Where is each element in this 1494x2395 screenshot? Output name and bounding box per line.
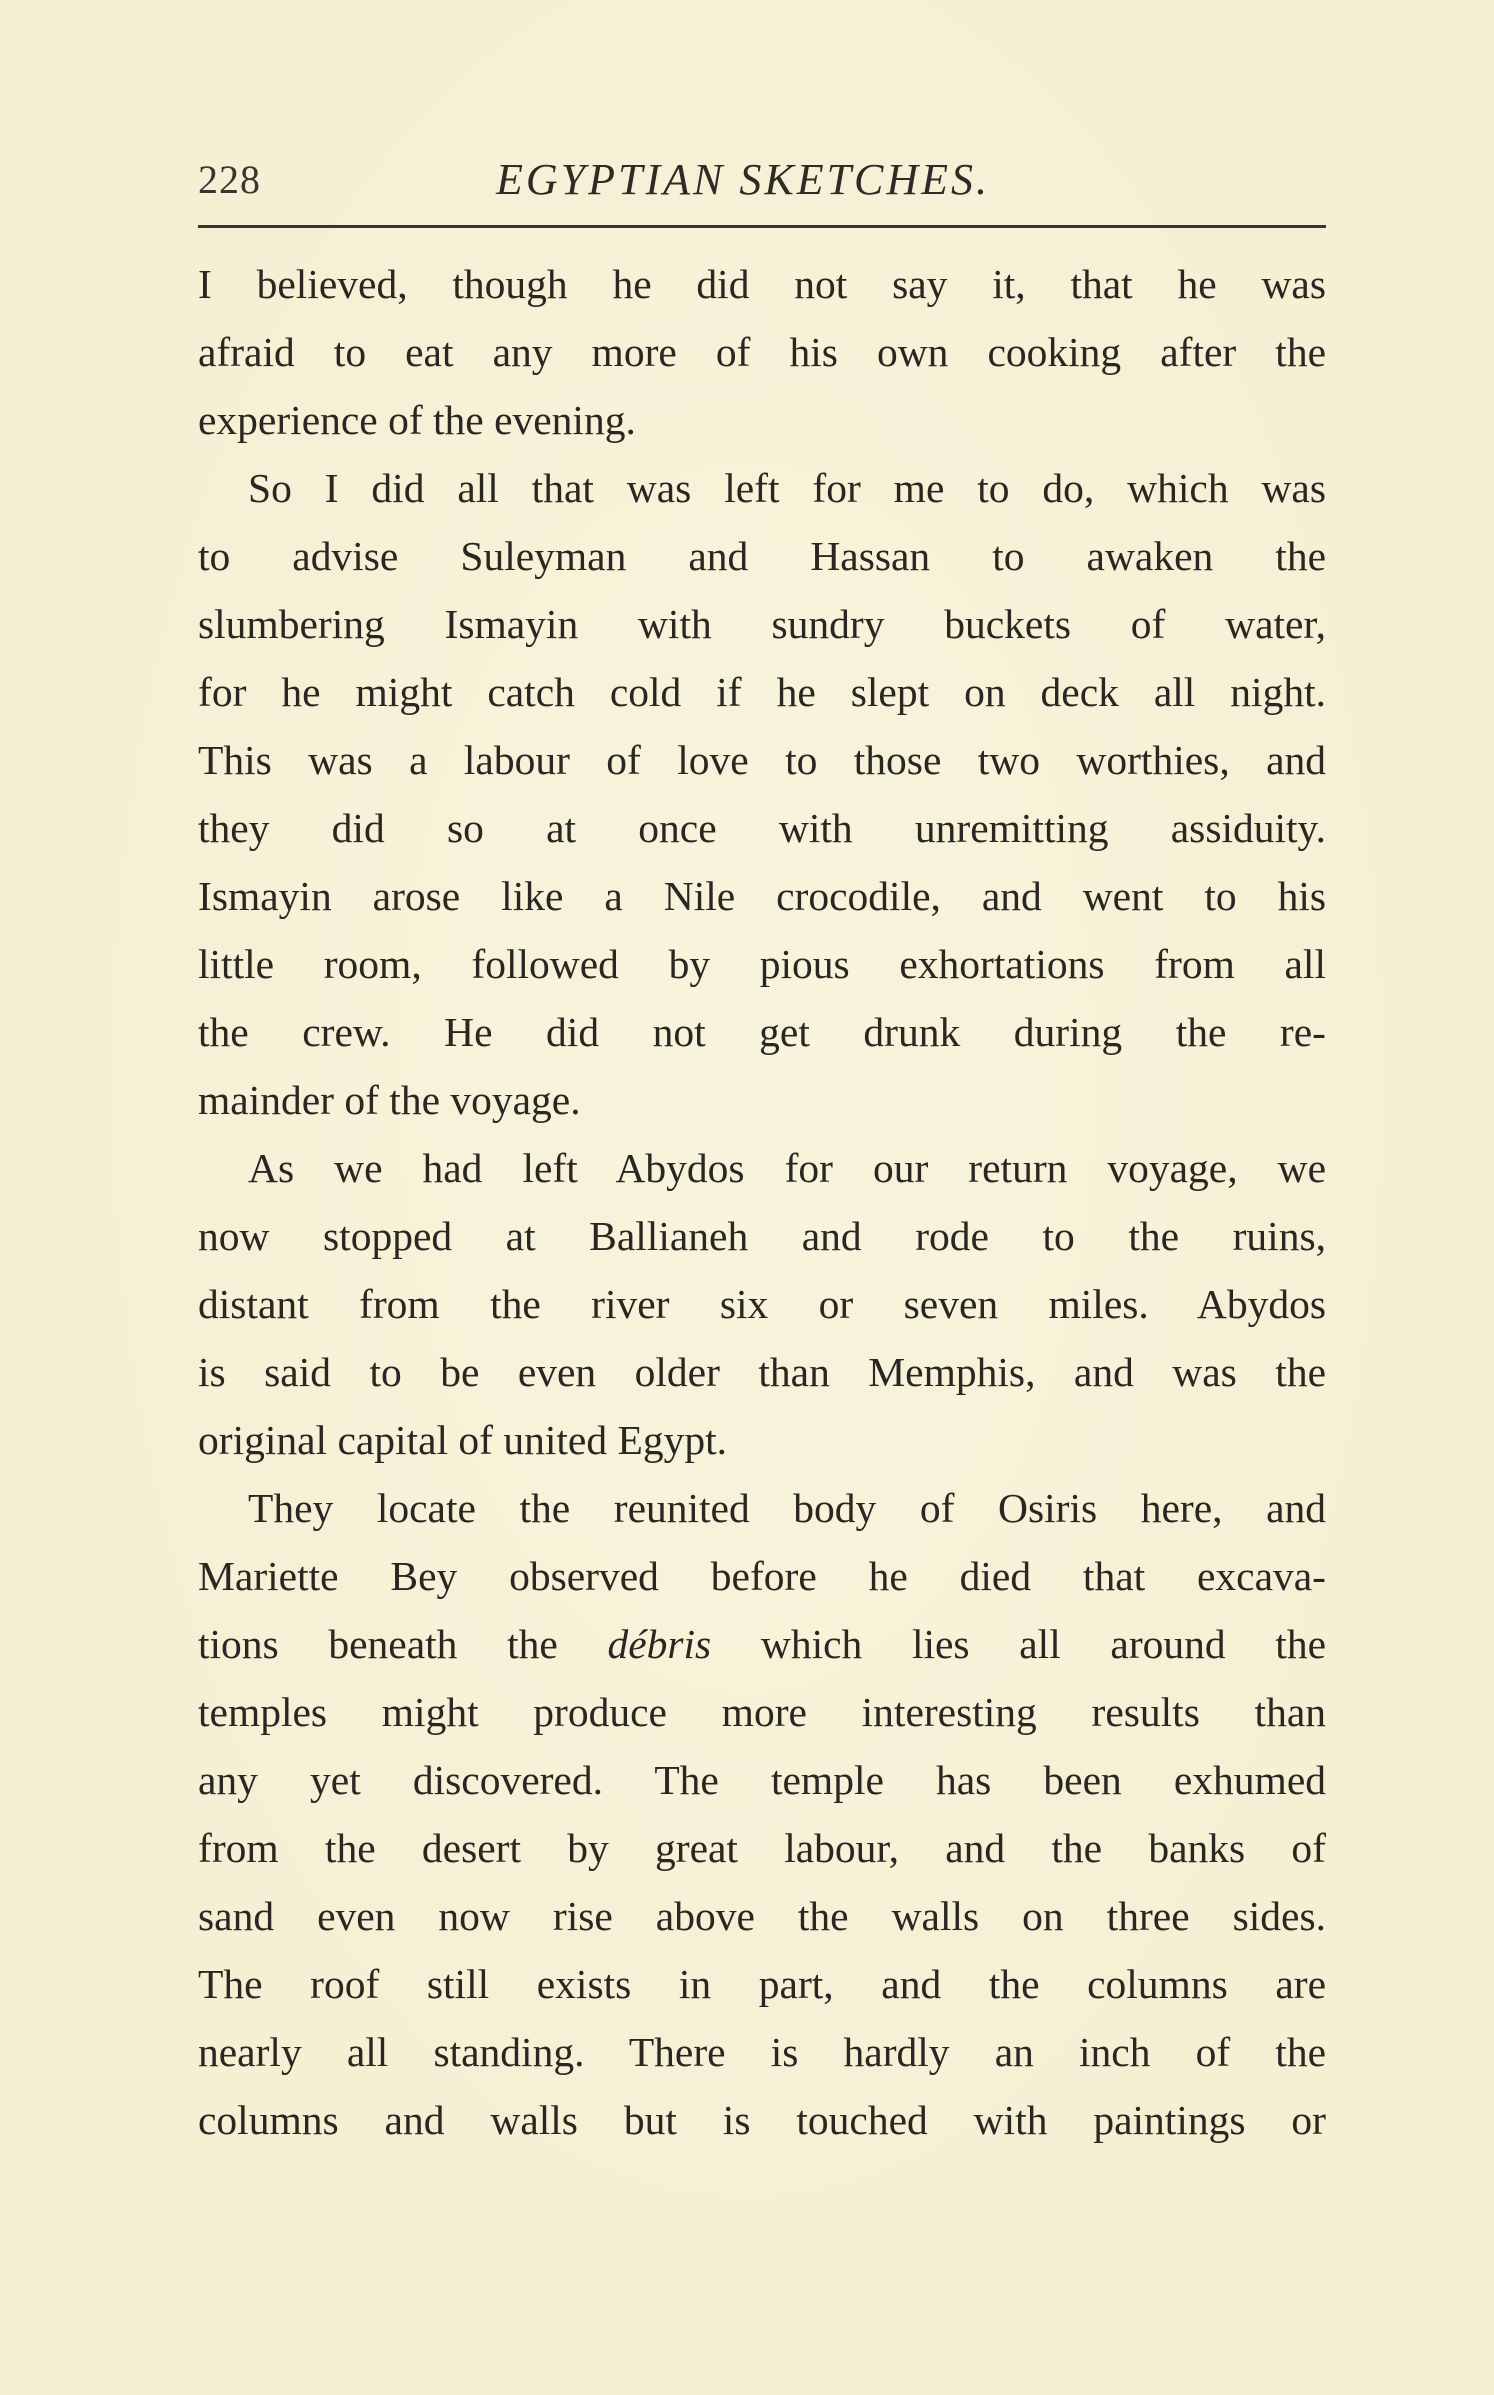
text-line: mainder of the voyage. — [198, 1077, 581, 1123]
text-line: now stopped at Ballianeh and rode to the ruins, — [198, 1213, 1326, 1259]
text-line: tions beneath the débris which lies all around the — [198, 1621, 1326, 1667]
running-head — [198, 150, 1326, 220]
text-line: The roof still exists in part, and the columns are — [198, 1961, 1326, 2007]
text-line: any yet discovered. The temple has been exhumed — [198, 1757, 1326, 1803]
body-text — [198, 250, 1326, 2154]
text-line: They locate the reunited body of Osiris here, and — [248, 1485, 1326, 1531]
text-line: from the desert by great labour, and the banks of — [198, 1825, 1326, 1871]
italic-word: débris — [607, 1621, 712, 1667]
text-line: afraid to eat any more of his own cooking after the — [198, 329, 1326, 375]
text-line: distant from the river six or seven miles. Abydos — [198, 1281, 1326, 1327]
text-line: sand even now rise above the walls on three sides. — [198, 1893, 1326, 1939]
running-title: EGYPTIAN SKETCHES. — [496, 155, 991, 204]
text-line: As we had left Abydos for our return voyage, we — [248, 1145, 1326, 1191]
page-number: 228 — [198, 157, 261, 202]
text-line: I believed, though he did not say it, that he was — [198, 261, 1326, 307]
text-line: is said to be even older than Memphis, and was the — [198, 1349, 1326, 1395]
text-line: experience of the evening. — [198, 397, 636, 443]
text-line: Mariette Bey observed before he died that excava- — [198, 1553, 1326, 1599]
text-line: original capital of united Egypt. — [198, 1417, 727, 1463]
text-line: slumbering Ismayin with sundry buckets of water, — [198, 601, 1326, 647]
text-line: they did so at once with unremitting assiduity. — [198, 805, 1326, 851]
text-line: little room, followed by pious exhortations from all — [198, 941, 1326, 987]
text-line: So I did all that was left for me to do, which was — [248, 465, 1326, 511]
text-line: to advise Suleyman and Hassan to awaken the — [198, 533, 1326, 579]
text-line: nearly all standing. There is hardly an inch of the — [198, 2029, 1326, 2075]
text-line: columns and walls but is touched with paintings or — [198, 2097, 1326, 2143]
header-rule — [198, 225, 1326, 228]
text-line: for he might catch cold if he slept on deck all night. — [198, 669, 1326, 715]
text-line: Ismayin arose like a Nile crocodile, and went to his — [198, 873, 1326, 919]
text-line: This was a labour of love to those two worthies, and — [198, 737, 1326, 783]
text-line: temples might produce more interesting results than — [198, 1689, 1326, 1735]
text-line: the crew. He did not get drunk during the re- — [198, 1009, 1326, 1055]
